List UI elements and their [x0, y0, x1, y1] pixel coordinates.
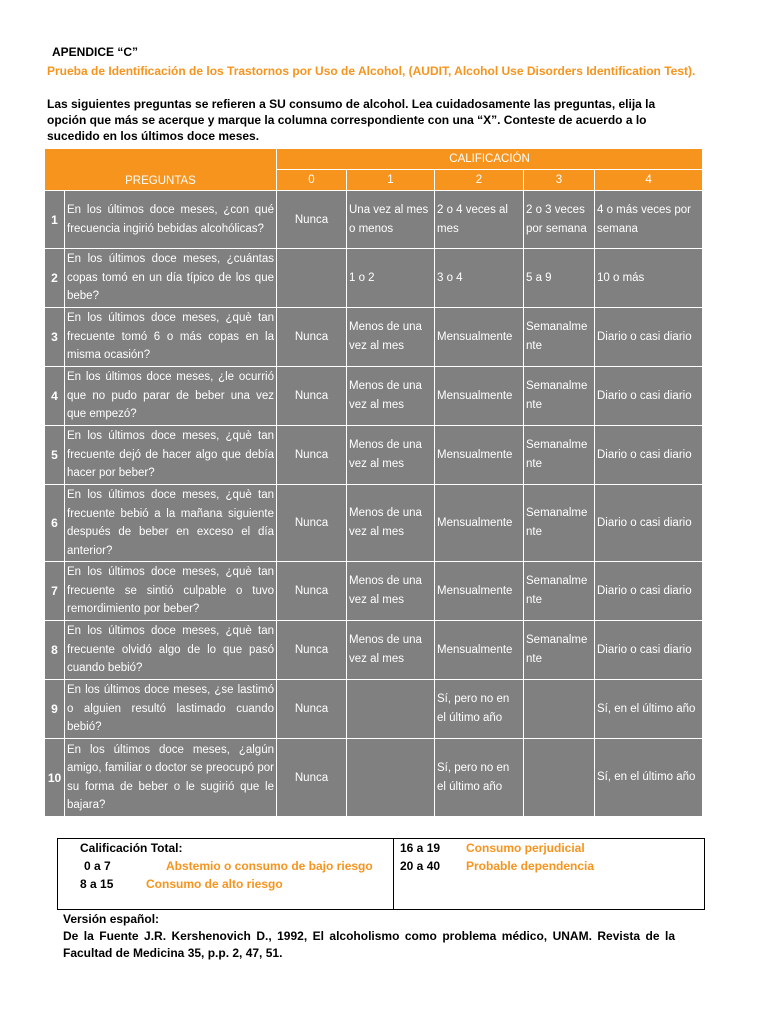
answer-1[interactable] — [347, 739, 435, 817]
table-row — [45, 367, 703, 426]
answer-2[interactable]: Mensualmente — [435, 562, 524, 621]
question-text: En los últimos doce meses, ¿cuántas copas tomó en un día típico de los que bebe? — [65, 249, 277, 308]
answer-1[interactable]: Una vez al mes o menos — [347, 191, 435, 249]
score-range: 20 a 40 — [400, 859, 441, 873]
answer-1[interactable]: Menos de una vez al mes — [347, 426, 435, 485]
scoring-box — [57, 838, 705, 910]
table-row — [45, 485, 703, 562]
answer-2[interactable]: 2 o 4 veces al mes — [435, 191, 524, 249]
answer-2[interactable]: 3 o 4 — [435, 249, 524, 308]
row-number: 1 — [45, 191, 65, 249]
answer-2[interactable]: Mensualmente — [435, 485, 524, 562]
answer-4[interactable]: 10 o más — [595, 249, 703, 308]
answer-3[interactable]: 2 o 3 veces por semana — [524, 191, 595, 249]
answer-0[interactable]: Nunca — [277, 562, 347, 621]
score-range-label: Probable dependencia — [466, 859, 595, 873]
answer-0[interactable]: Nunca — [277, 367, 347, 426]
question-text: En los últimos doce meses, ¿algún amigo, familiar o doctor se preocupó por su forma de beber o le sugirió que le bajara? — [65, 739, 277, 817]
answer-3[interactable] — [524, 739, 595, 817]
question-text: En los últimos doce meses, ¿què tan frecuente olvidó algo de lo que pasó cuando bebió? — [65, 621, 277, 680]
table-row — [45, 249, 703, 308]
question-text: En los últimos doce meses, ¿se lastimó o alguien resultó lastimado cuando bebió? — [65, 680, 277, 739]
score-range-label: Consumo perjudicial — [466, 841, 585, 855]
answer-1[interactable] — [347, 680, 435, 739]
answer-2[interactable]: Sí, pero no en el último año — [435, 739, 524, 817]
answer-2[interactable]: Mensualmente — [435, 367, 524, 426]
answer-0[interactable]: Nunca — [277, 191, 347, 249]
answer-1[interactable]: Menos de una vez al mes — [347, 308, 435, 367]
row-number: 3 — [45, 308, 65, 367]
answer-2[interactable]: Mensualmente — [435, 621, 524, 680]
row-number: 6 — [45, 485, 65, 562]
preguntas-header: PREGUNTAS — [45, 149, 277, 191]
answer-3[interactable]: Semanalmente — [524, 485, 595, 562]
answer-3[interactable]: Semanalmente — [524, 308, 595, 367]
question-text: En los últimos doce meses, ¿le ocurrió que no pudo parar de beber una vez que empezó? — [65, 367, 277, 426]
table-row — [45, 739, 703, 817]
table-row — [45, 191, 703, 249]
test-subtitle: Prueba de Identificación de los Trastornos por Uso de Alcohol, (AUDIT, Alcohol Use Disorders Identification Test). — [47, 64, 696, 78]
score-header-4: 4 — [595, 170, 703, 191]
answer-3[interactable]: 5 a 9 — [524, 249, 595, 308]
answer-1[interactable]: Menos de una vez al mes — [347, 621, 435, 680]
question-text: En los últimos doce meses, ¿què tan frecuente dejó de hacer algo que debía hacer por beber? — [65, 426, 277, 485]
answer-3[interactable]: Semanalmente — [524, 562, 595, 621]
answer-2[interactable]: Mensualmente — [435, 426, 524, 485]
answer-4[interactable]: Diario o casi diario — [595, 426, 703, 485]
question-text: En los últimos doce meses, ¿con qué frecuencia ingirió bebidas alcohólicas? — [65, 191, 277, 249]
answer-0[interactable]: Nunca — [277, 308, 347, 367]
answer-4[interactable]: Sí, en el último año — [595, 680, 703, 739]
table-row — [45, 680, 703, 739]
row-number: 10 — [45, 739, 65, 817]
answer-4[interactable]: Diario o casi diario — [595, 308, 703, 367]
appendix-title: APENDICE “C” — [52, 45, 139, 59]
score-header-2: 2 — [435, 170, 524, 191]
answer-1[interactable]: Menos de una vez al mes — [347, 367, 435, 426]
answer-2[interactable]: Sí, pero no en el último año — [435, 680, 524, 739]
row-number: 4 — [45, 367, 65, 426]
answer-3[interactable]: Semanalmente — [524, 367, 595, 426]
answer-3[interactable]: Semanalmente — [524, 426, 595, 485]
answer-1[interactable]: Menos de una vez al mes — [347, 485, 435, 562]
table-row — [45, 308, 703, 367]
answer-4[interactable]: Diario o casi diario — [595, 367, 703, 426]
row-number: 2 — [45, 249, 65, 308]
answer-4[interactable]: 4 o más veces por semana — [595, 191, 703, 249]
version-label: Versión español: — [63, 912, 160, 926]
score-range: 16 a 19 — [400, 841, 441, 855]
score-header-3: 3 — [524, 170, 595, 191]
answer-4[interactable]: Diario o casi diario — [595, 485, 703, 562]
score-header-0: 0 — [277, 170, 347, 191]
instructions-text: Las siguientes preguntas se refieren a SU consumo de alcohol. Lea cuidadosamente las preguntas, elija la opción que más se acerque y marque la columna correspondiente con una “X”. Conteste de acuerdo a lo sucedido en los últimos doce meses. — [47, 97, 656, 143]
row-number: 7 — [45, 562, 65, 621]
scoring-divider — [393, 839, 394, 909]
answer-0[interactable]: Nunca — [277, 485, 347, 562]
answer-4[interactable]: Sí, en el último año — [595, 739, 703, 817]
score-range: 8 a 15 — [80, 877, 114, 891]
score-header-1: 1 — [347, 170, 435, 191]
question-text: En los últimos doce meses, ¿què tan frecuente se sintió culpable o tuvo remordimiento por beber? — [65, 562, 277, 621]
answer-0[interactable]: Nunca — [277, 621, 347, 680]
table-row — [45, 621, 703, 680]
audit-table — [44, 148, 703, 817]
score-range-label: Consumo de alto riesgo — [146, 877, 283, 891]
row-number: 9 — [45, 680, 65, 739]
row-number: 5 — [45, 426, 65, 485]
answer-0[interactable]: Nunca — [277, 426, 347, 485]
answer-0[interactable]: Nunca — [277, 739, 347, 817]
row-number: 8 — [45, 621, 65, 680]
answer-0[interactable]: Nunca — [277, 680, 347, 739]
score-range: 0 a 7 — [84, 859, 111, 873]
reference-text: De la Fuente J.R. Kershenovich D., 1992, El alcoholismo como problema médico, UNAM. Revista de la Facultad de Medicina 35, p.p. 2, 47, 51. — [63, 929, 675, 960]
answer-2[interactable]: Mensualmente — [435, 308, 524, 367]
answer-4[interactable]: Diario o casi diario — [595, 562, 703, 621]
calificacion-header: CALIFICACIÓN — [277, 149, 703, 170]
answer-3[interactable]: Semanalmente — [524, 621, 595, 680]
answer-0[interactable] — [277, 249, 347, 308]
answer-3[interactable] — [524, 680, 595, 739]
question-text: En los últimos doce meses, ¿què tan frecuente tomó 6 o más copas en la misma ocasión? — [65, 308, 277, 367]
answer-4[interactable]: Diario o casi diario — [595, 621, 703, 680]
score-range-label: Abstemio o consumo de bajo riesgo — [166, 859, 373, 873]
scoring-title: Calificación Total: — [80, 841, 183, 855]
table-row — [45, 562, 703, 621]
answer-1[interactable]: 1 o 2 — [347, 249, 435, 308]
table-row — [45, 426, 703, 485]
question-text: En los últimos doce meses, ¿què tan frecuente bebió a la mañana siguiente después de beber en exceso el día anterior? — [65, 485, 277, 562]
answer-1[interactable]: Menos de una vez al mes — [347, 562, 435, 621]
